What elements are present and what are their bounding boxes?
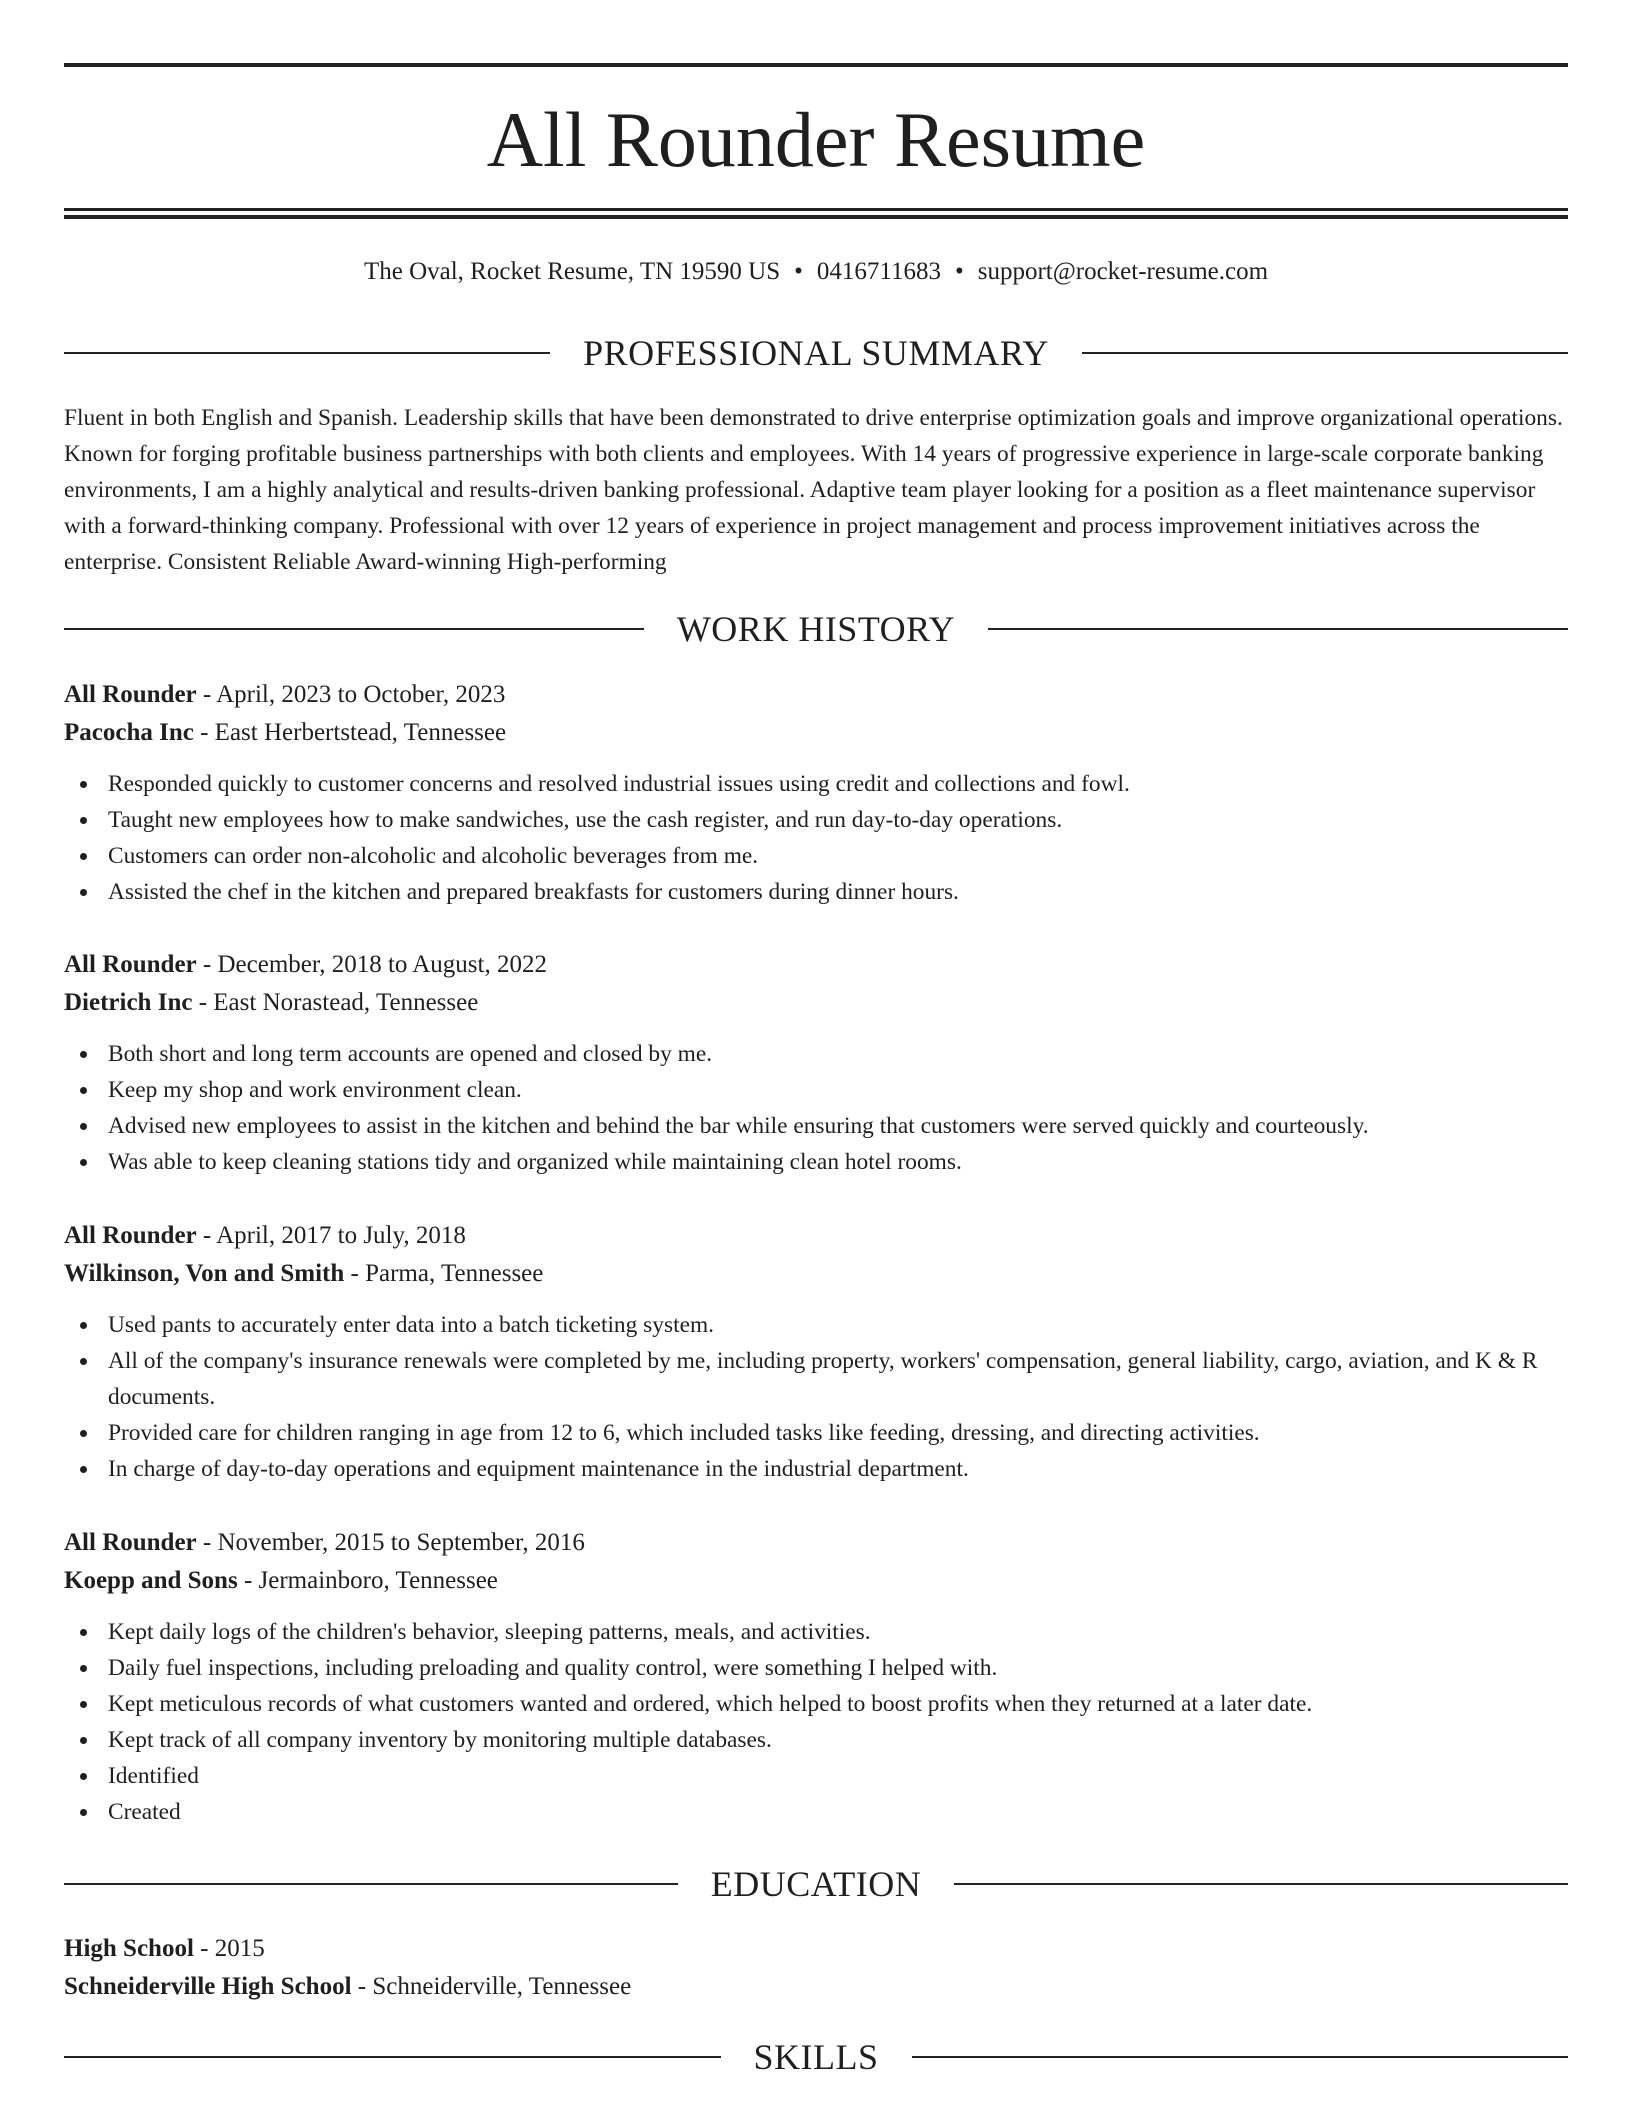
heading-rule-left <box>64 2056 721 2058</box>
job-company-line <box>64 714 1568 752</box>
job-bullet: Kept meticulous records of what customers wanted and ordered, which helped to boost profits when they returned at a later date. <box>108 1686 1568 1722</box>
header-top-rule <box>64 63 1568 67</box>
job-company-line <box>64 984 1568 1022</box>
job-entry <box>64 676 1568 910</box>
job-location: - East Herbertstead, Tennessee <box>193 719 507 746</box>
job-bullet: Taught new employees how to make sandwiches, use the cash register, and run day-to-day operations. <box>108 802 1568 838</box>
job-dates: - April, 2023 to October, 2023 <box>196 681 506 708</box>
job-bullets <box>64 1036 1568 1180</box>
job-dates: - November, 2015 to September, 2016 <box>196 1529 585 1556</box>
job-bullet: Responded quickly to customer concerns and resolved industrial issues using credit and collections and fowl. <box>108 766 1568 802</box>
job-bullet: Kept daily logs of the children's behavior, sleeping patterns, meals, and activities. <box>108 1614 1568 1650</box>
job-title: All Rounder <box>64 681 197 708</box>
job-title: All Rounder <box>64 951 197 978</box>
summary-text: Fluent in both English and Spanish. Leadership skills that have been demonstrated to drive enterprise optimization goals and improve organizational operations. Known for forging profitable business partnerships with both clients and employees. With 14 years of progressive experience in large-scale corporate banking environments, I am a highly analytical and results-driven banking professional. Adaptive team player looking for a position as a fleet maintenance supervisor with a forward-thinking company. Professional with over 12 years of experience in project management and process improvement initiatives across the enterprise. Consistent Reliable Award-winning High-performing <box>64 405 1563 575</box>
job-bullets <box>64 1307 1568 1487</box>
job-title-line <box>64 1524 1568 1562</box>
contact-email: support@rocket-resume.com <box>977 258 1269 285</box>
heading-rule-left <box>64 1883 678 1885</box>
job-location: - East Norastead, Tennessee <box>192 989 479 1016</box>
job-title: All Rounder <box>64 1222 197 1249</box>
job-bullet: In charge of day-to-day operations and equipment maintenance in the industrial department. <box>108 1451 1568 1487</box>
job-bullet: Customers can order non-alcoholic and alcoholic beverages from me. <box>108 838 1568 874</box>
job-bullet: Assisted the chef in the kitchen and prepared breakfasts for customers during dinner hours. <box>108 874 1568 910</box>
job-title: All Rounder <box>64 1529 197 1556</box>
job-bullet: Provided care for children ranging in age from 12 to 6, which included tasks like feeding, dressing, and directing activities. <box>108 1415 1568 1451</box>
contact-separator: • <box>794 258 803 285</box>
job-title-line <box>64 676 1568 714</box>
education-entry <box>64 1930 1568 2006</box>
education-school-line <box>64 1968 1568 2006</box>
job-dates: - April, 2017 to July, 2018 <box>196 1222 466 1249</box>
section-heading-summary <box>64 331 1568 375</box>
education-year: - 2015 <box>193 1935 265 1962</box>
job-company-line <box>64 1255 1568 1293</box>
contact-line <box>64 254 1568 290</box>
job-company: Wilkinson, Von and Smith <box>64 1260 345 1287</box>
job-bullet: Keep my shop and work environment clean. <box>108 1072 1568 1108</box>
heading-rule-left <box>64 628 644 630</box>
resume-title: All Rounder Resume <box>486 96 1146 183</box>
job-company-line <box>64 1562 1568 1600</box>
job-company: Dietrich Inc <box>64 989 193 1016</box>
section-heading-education <box>64 1862 1568 1906</box>
job-entry <box>64 946 1568 1180</box>
header-double-rule-upper <box>64 208 1568 211</box>
heading-rule-right <box>988 628 1568 630</box>
job-bullets <box>64 766 1568 910</box>
heading-rule-right <box>912 2056 1569 2058</box>
contact-separator: • <box>954 258 964 285</box>
job-bullet: All of the company's insurance renewals were completed by me, including property, workers' compensation, general liability, cargo, aviation, and K & R documents. <box>108 1343 1568 1415</box>
job-entry <box>64 1524 1568 1830</box>
education-degree-line <box>64 1930 1568 1968</box>
job-company: Pacocha Inc <box>64 719 194 746</box>
job-bullet: Used pants to accurately enter data into a batch ticketing system. <box>108 1307 1568 1343</box>
section-title: WORK HISTORY <box>676 609 956 649</box>
education-school: Schneiderville High School <box>64 1973 352 2000</box>
section-title: EDUCATION <box>710 1864 922 1904</box>
job-bullet: Kept track of all company inventory by monitoring multiple databases. <box>108 1722 1568 1758</box>
job-entry <box>64 1217 1568 1487</box>
job-bullet: Both short and long term accounts are opened and closed by me. <box>108 1036 1568 1072</box>
job-bullet: Was able to keep cleaning stations tidy and organized while maintaining clean hotel rooms. <box>108 1144 1568 1180</box>
job-dates: - December, 2018 to August, 2022 <box>196 951 547 978</box>
job-bullet: Identified <box>108 1758 1568 1794</box>
job-company: Koepp and Sons <box>64 1567 238 1594</box>
heading-rule-right <box>954 1883 1568 1885</box>
section-heading-skills <box>64 2035 1568 2079</box>
heading-rule-left <box>64 352 550 354</box>
heading-rule-right <box>1082 352 1568 354</box>
education-location: - Schneiderville, Tennessee <box>351 1973 632 2000</box>
header-double-rule-lower <box>64 215 1568 219</box>
contact-address: The Oval, Rocket Resume, TN 19590 US <box>363 258 781 285</box>
section-heading-work-history <box>64 607 1568 651</box>
job-bullets <box>64 1614 1568 1830</box>
job-title-line <box>64 946 1568 984</box>
job-title-line <box>64 1217 1568 1255</box>
section-title: SKILLS <box>753 2037 879 2077</box>
job-location: - Parma, Tennessee <box>344 1260 544 1287</box>
job-bullet: Advised new employees to assist in the kitchen and behind the bar while ensuring that customers were served quickly and courteously. <box>108 1108 1568 1144</box>
job-location: - Jermainboro, Tennessee <box>237 1567 498 1594</box>
section-title: PROFESSIONAL SUMMARY <box>583 333 1049 373</box>
job-bullet: Created <box>108 1794 1568 1830</box>
contact-phone: 0416711683 <box>816 258 941 285</box>
job-bullet: Daily fuel inspections, including preloading and quality control, were something I helped with. <box>108 1650 1568 1686</box>
education-degree: High School <box>64 1935 194 1962</box>
